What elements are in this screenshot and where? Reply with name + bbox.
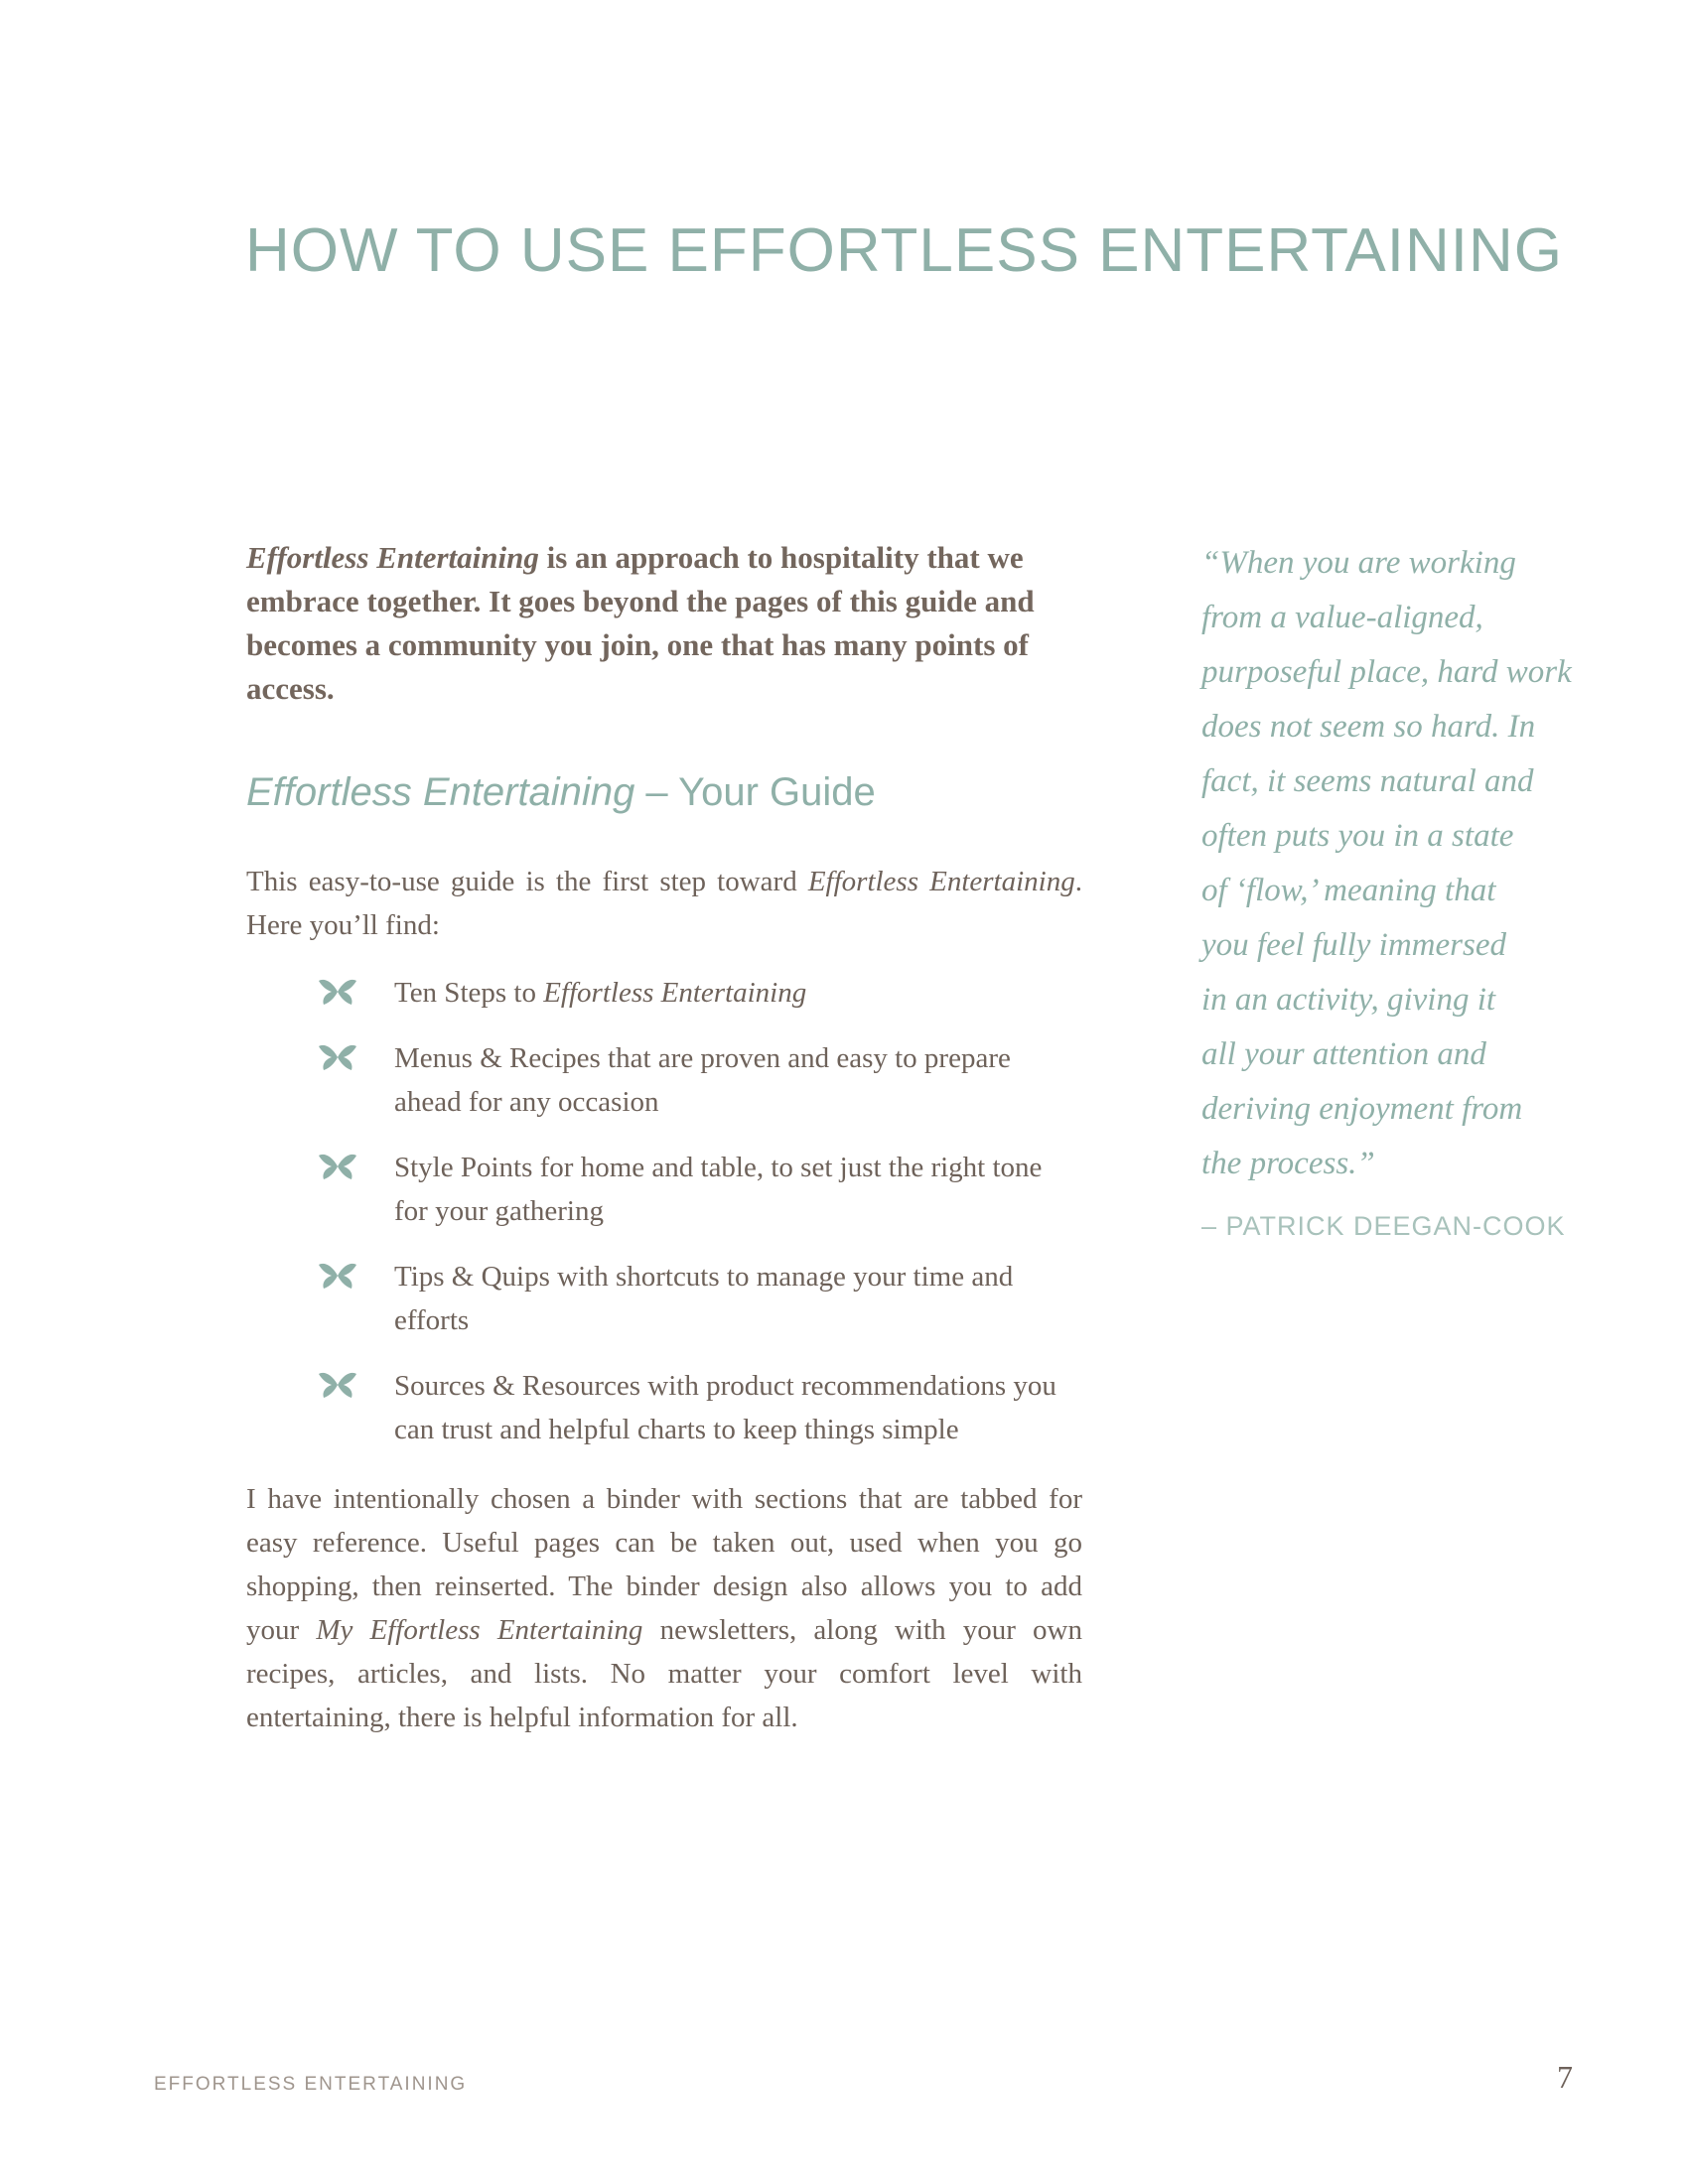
butterfly-icon (318, 1261, 357, 1291)
butterfly-icon (318, 977, 357, 1007)
quote-attribution: – PATRICK DEEGAN-COOK (1201, 1211, 1566, 1241)
section-heading-brand: Effortless Entertaining (246, 770, 635, 814)
guide-intro-post: . Here you’ll find: (246, 866, 1082, 941)
guide-intro-brand: Effortless Entertaining (807, 866, 1075, 897)
footer-label: EFFORTLESS ENTERTAINING (154, 2074, 468, 2095)
list-item-text: Sources & Resources with product recommendations you can trust and helpful charts to keep things simple (394, 1370, 1056, 1445)
list-item-text: Menus & Recipes that are proven and easy to prepare ahead for any occasion (394, 1042, 1011, 1118)
list-item (246, 1364, 1082, 1451)
pull-quote (1201, 536, 1599, 1242)
list-item-text: Style Points for home and table, to set just the right tone for your gathering (394, 1152, 1043, 1227)
intro-brand: Effortless Entertaining (246, 540, 539, 575)
section-heading-rest: – Your Guide (634, 770, 876, 814)
page-title: HOW TO USE EFFORTLESS ENTERTAINING (245, 215, 1564, 285)
binder-paragraph (246, 1477, 1082, 1739)
binder-text-post: newsletters, along with your own recipes, articles, and lists. No matter your comfort level with entertaining, there is helpful information for all. (246, 1614, 1082, 1733)
binder-text-pre: I have intentionally chosen a binder with sections that are tabbed for easy reference. Useful pages can be taken out, used when you go shopping, then reinserted. The binder design also allows you to add your (246, 1483, 1082, 1646)
intro-text: is an approach to hospitality that we embrace together. It goes beyond the pages of this guide and becomes a community you join, one that has many points of access. (246, 540, 1035, 706)
quote-text: “When you are working from a value-aligned, purposeful place, hard work does not seem so hard. In fact, it seems natural and often puts you in a state of ‘flow,’ meaning that you feel fully immersed in an activity, giving it all your attention and deriving enjoyment from the process.” (1201, 545, 1572, 1181)
main-column (246, 536, 1082, 1739)
butterfly-icon (318, 1152, 357, 1181)
intro-paragraph (246, 536, 1082, 711)
list-item (246, 971, 1082, 1015)
guide-contents-list (246, 971, 1082, 1451)
page-number: 7 (1557, 2059, 1573, 2095)
list-item-text: Tips & Quips with shortcuts to manage your time and efforts (394, 1261, 1014, 1336)
list-item-text: Ten Steps to (394, 977, 544, 1009)
list-item (246, 1036, 1082, 1124)
list-item-emphasis: Effortless Entertaining (543, 977, 807, 1009)
guide-intro-pre: This easy-to-use guide is the first step toward (246, 866, 808, 897)
list-item (246, 1255, 1082, 1342)
butterfly-icon (318, 1042, 357, 1072)
section-heading (246, 768, 1082, 816)
binder-brand: My Effortless Entertaining (316, 1614, 643, 1646)
list-item (246, 1146, 1082, 1233)
butterfly-icon (318, 1370, 357, 1400)
guide-intro-paragraph (246, 860, 1082, 947)
